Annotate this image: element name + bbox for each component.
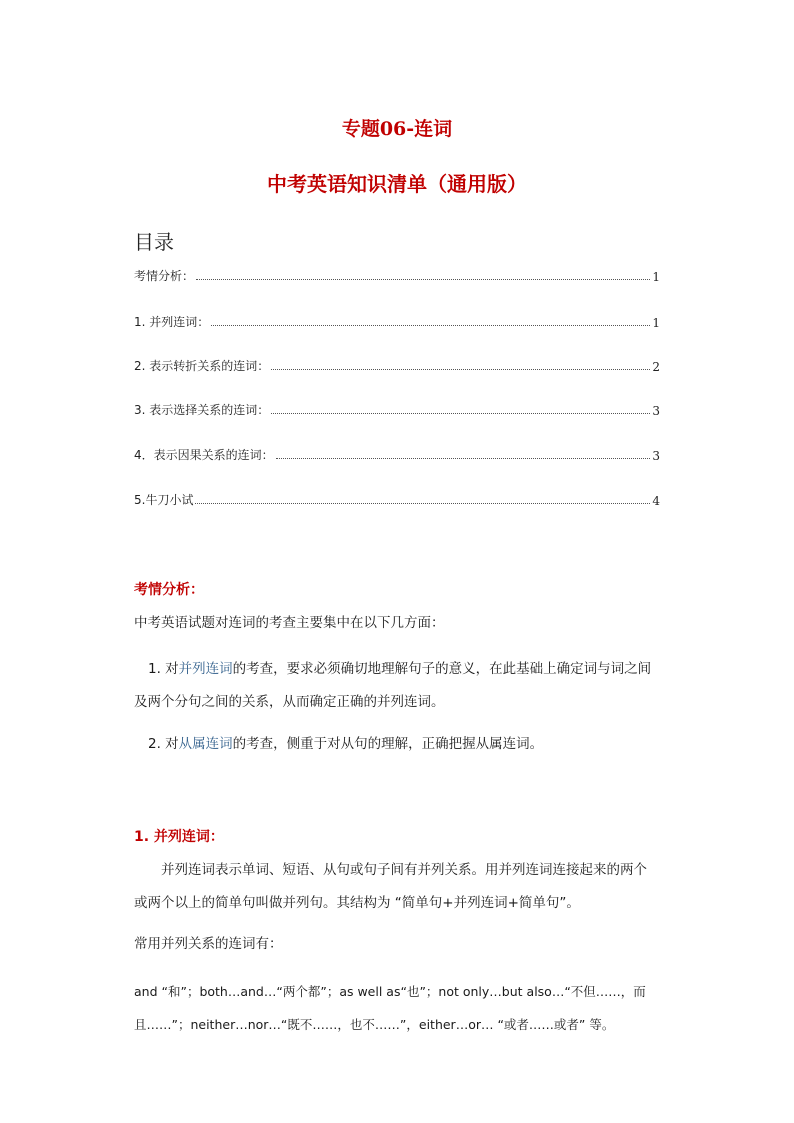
toc-entry-page: 1 [652, 316, 660, 330]
document-title: 专题06-连词 [341, 118, 453, 140]
document-subtitle: 中考英语知识清单（通用版） [267, 172, 527, 196]
point-text: 的考查，要求必须确切地理解句子的意义，在此基础上确定词与词之间及两个分句之间的关系，从而确定正确的并列连词。 [134, 661, 652, 710]
toc-entry-coordinating[interactable] [134, 310, 660, 330]
section1-heading: 1. 并列连词： [134, 829, 224, 845]
section1-conjunction-list: and “和”；both…and…“两个都”；as well as“也”；not only…but also…“不但……，而且……”；neither…nor…“既不……，也不……”，either…or… “或者……或者” 等。 [134, 984, 646, 1032]
point-term: 从属连词 [178, 736, 233, 752]
toc-leader-dots [196, 279, 650, 280]
toc-entry-page: 1 [652, 270, 660, 284]
toc-leader-dots [195, 503, 650, 504]
toc-entry-label: 1. 并列连词： [134, 315, 210, 329]
toc-entry-page: 4 [652, 494, 660, 508]
toc-entry-label: 2. 表示转折关系的连词： [134, 359, 270, 373]
toc-entry-contrast[interactable] [134, 354, 660, 374]
toc-entry-page: 3 [652, 449, 660, 463]
analysis-point-2 [134, 728, 660, 761]
toc-entry-choice[interactable] [134, 398, 660, 418]
point-prefix: 2. 对 [148, 736, 179, 752]
toc-entry-analysis[interactable] [134, 264, 660, 284]
analysis-heading: 考情分析： [134, 582, 204, 598]
toc-leader-dots [276, 458, 651, 459]
toc-heading: 目录 [134, 230, 174, 254]
toc-entry-label: 3. 表示选择关系的连词： [134, 403, 270, 417]
toc-leader-dots [271, 413, 650, 414]
point-term: 并列连词 [178, 661, 233, 677]
toc-entry-page: 2 [652, 360, 660, 374]
point-prefix: 1. 对 [148, 661, 179, 677]
toc-entry-label: 4．表示因果关系的连词： [134, 448, 274, 462]
analysis-intro: 中考英语试题对连词的考查主要集中在以下几方面： [134, 615, 445, 631]
toc-entry-practice[interactable] [134, 488, 660, 508]
toc-entry-label: 5.牛刀小试 [134, 493, 194, 507]
section1-paragraph: 并列连词表示单词、短语、从句或句子间有并列关系。用并列连词连接起来的两个或两个以上的简单句叫做并列句。其结构为 “简单句+并列连词+简单句”。 [134, 862, 647, 911]
section1-list-intro: 常用并列关系的连词有： [134, 936, 283, 952]
toc-entry-label: 考情分析： [134, 269, 195, 283]
point-text: 的考查，侧重于对从句的理解，正确把握从属连词。 [232, 736, 544, 752]
analysis-point-1 [134, 653, 660, 719]
toc-entry-page: 3 [652, 404, 660, 418]
toc-leader-dots [211, 325, 650, 326]
toc-entry-cause[interactable] [134, 443, 660, 463]
toc-leader-dots [271, 369, 650, 370]
